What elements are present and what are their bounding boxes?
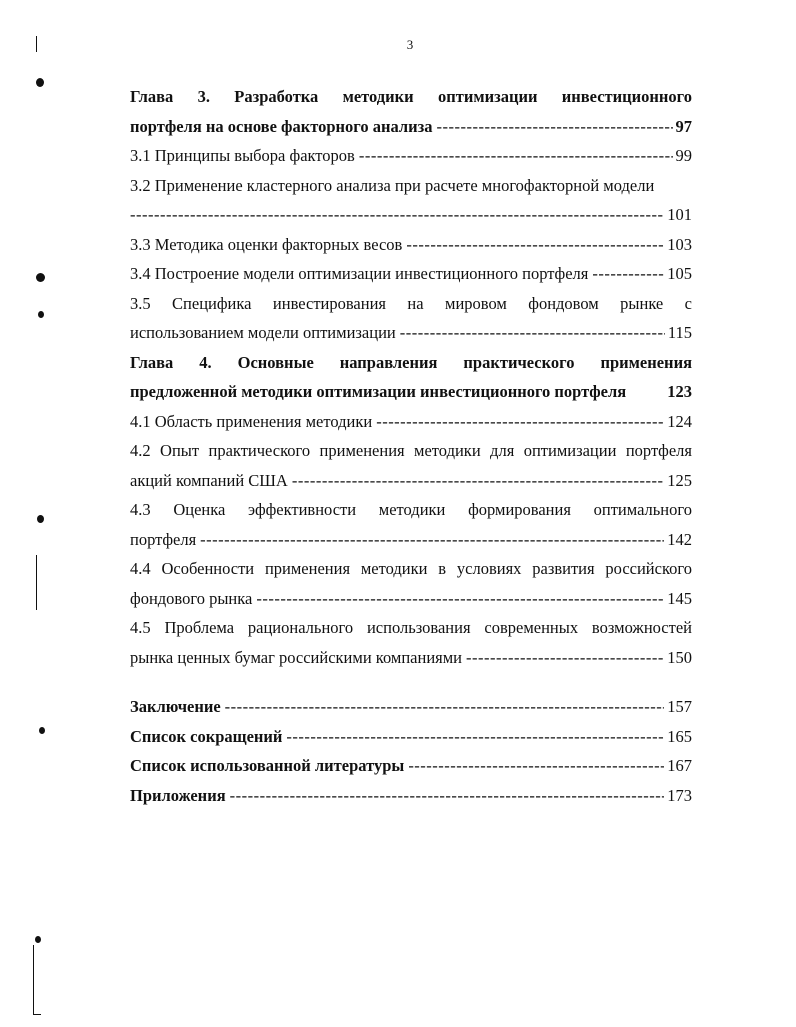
toc-page-number: 150 [667,647,692,667]
toc-entry-chapter-3[interactable] [130,82,692,141]
toc-entry-line-last [130,751,692,781]
toc-page-number: 167 [667,756,692,775]
toc-entry-line: 4.2 Опыт практического применения методики для оптимизации портфеля [130,441,692,460]
scan-line-bottom [33,945,34,1015]
toc-page-number: 97 [675,116,692,136]
toc-entry-line: Глава 4. Основные направления практического применения [130,352,692,372]
toc-page-number: 115 [667,323,692,342]
toc-entry-conclusion[interactable] [130,692,692,722]
toc-entry-line-last [130,230,692,260]
binding-hole-3 [38,311,44,318]
toc-entry-line-last [130,692,692,722]
scan-line-corner [33,1014,41,1015]
dot-leader [200,525,664,555]
toc-entry-title: фондового рынка [130,588,253,608]
toc-entry-section-3-1[interactable] [130,141,692,171]
toc-entry-line-last [130,722,692,752]
dot-leader [130,200,664,230]
toc-page-number: 145 [667,588,692,608]
binding-hole-2 [36,273,45,282]
toc-entry-line-last [130,466,692,496]
toc-entry-literature[interactable] [130,751,692,781]
toc-entry-title: Список сокращений [130,726,283,746]
dot-leader [437,112,673,142]
toc-entry-line [130,171,692,201]
toc-entry-line-last [130,141,692,171]
binding-hole-5 [39,727,45,734]
toc-entry-line-last [130,584,692,614]
toc-entry-title: рынка ценных бумаг российскими компаниями [130,647,463,667]
toc-entry-section-4-4[interactable] [130,554,692,613]
toc-entry-section-3-4[interactable] [130,259,692,289]
toc-entry-title: 3.1 Принципы выбора факторов [130,146,355,165]
toc-entry-line-last [130,643,692,673]
section-gap [130,672,692,692]
toc-entry-title: предложенной методики оптимизации инвестиционного портфеля [130,382,627,401]
dot-leader [400,318,665,348]
table-of-contents [130,82,692,810]
toc-page-number: 101 [667,205,692,224]
toc-entry-line-last [130,259,692,289]
toc-entry-line: 3.5 Специфика инвестирования на мировом фондовом рынке с [130,293,692,313]
toc-entry-title: акций компаний США [130,470,288,490]
toc-entry-section-4-5[interactable] [130,613,692,672]
dot-leader [592,259,664,289]
toc-page-number: 173 [667,785,692,805]
dot-leader [408,751,664,781]
dot-leader [466,643,664,673]
toc-entry-section-4-1[interactable] [130,407,692,437]
toc-entry-line: Глава 3. Разработка методики оптимизации инвестиционного [130,87,692,106]
toc-page-number: 99 [675,146,692,165]
toc-entry-title: 3.4 Построение модели оптимизации инвестиционного портфеля [130,264,589,283]
binding-hole-1 [36,78,44,87]
toc-entry-line-last [130,200,692,230]
toc-entry-line: 4.3 Оценка эффективности методики формирования оптимального [130,500,692,519]
toc-page-number: 124 [667,411,692,431]
scan-line-middle [36,555,37,610]
dot-leader [376,407,664,437]
toc-entry-appendix[interactable] [130,781,692,811]
toc-entry-title: Приложения [130,785,226,805]
dot-leader [406,230,664,260]
toc-entry-line-last [130,407,692,437]
toc-entry-title: использованием модели оптимизации [130,323,396,342]
toc-entry-title: 3.2 Применение кластерного анализа при расчете многофакторной модели [130,175,655,195]
toc-entry-section-4-2[interactable] [130,436,692,495]
dot-leader [359,141,673,171]
binding-hole-4 [37,515,44,523]
toc-page-number: 103 [667,234,692,254]
toc-entry-line-last [130,112,692,142]
toc-entry-title: 3.3 Методика оценки факторных весов [130,234,403,254]
toc-entry-title: портфеля на основе факторного анализа [130,116,433,136]
toc-entry-section-3-5[interactable] [130,289,692,348]
dot-leader [230,781,665,811]
dot-leader [225,692,665,722]
toc-entry-title: портфеля [130,529,197,549]
toc-page-number: 157 [667,697,692,716]
toc-entry-title: 4.1 Область применения методики [130,411,373,431]
toc-page-number: 125 [667,470,692,490]
toc-page-number: 142 [667,529,692,549]
toc-entry-line-last [130,318,692,348]
toc-page-number: 165 [667,726,692,746]
toc-page-number: 123 [667,382,692,401]
toc-entry-title: Список использованной литературы [130,756,405,775]
page-number: 3 [406,37,414,52]
toc-entry-line: 4.5 Проблема рационального использования современных возможностей [130,618,692,637]
toc-entry-section-4-3[interactable] [130,495,692,554]
binding-hole-6 [35,936,41,943]
toc-entry-chapter-4[interactable] [130,348,692,407]
dot-leader [292,466,664,496]
toc-entry-line-last [130,781,692,811]
dot-leader [256,584,664,614]
toc-entry-line-last [130,525,692,555]
toc-page-number: 105 [667,264,692,283]
toc-entry-line-last [130,377,692,407]
toc-entry-abbreviations[interactable] [130,722,692,752]
toc-entry-title: Заключение [130,697,221,716]
toc-entry-line: 4.4 Особенности применения методики в условиях развития российского [130,559,692,578]
toc-entry-section-3-2[interactable] [130,171,692,230]
toc-entry-section-3-3[interactable] [130,230,692,260]
dot-leader [286,722,664,752]
